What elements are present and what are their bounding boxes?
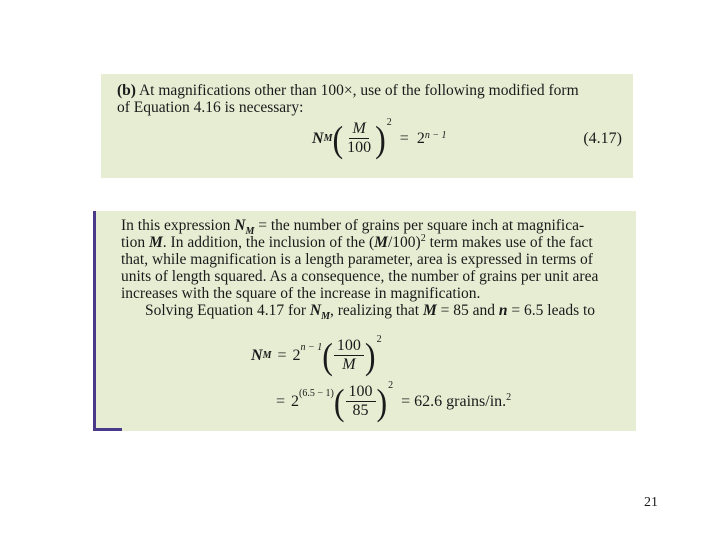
part-b-label: (b) (117, 82, 136, 99)
fraction-100-over-85 (346, 383, 376, 420)
part-b-line-2: of Equation 4.16 is necessary: (117, 99, 304, 116)
text: Solving Equation 4.17 for (145, 302, 310, 319)
equation-4-17: N M ( $\frac{M}{100}$ ) 2 = 2 $^{n - 1}$ (4.17) (312, 117, 622, 160)
solution-equation-1: N M = 2 $^{n - 1}$ ( $\frac{100}{M}$ ) 2 (251, 334, 382, 377)
outer-power: 2 (376, 334, 382, 345)
fraction-denominator: 85 (352, 402, 369, 419)
solution-equation-2: = 2 $^{(6.5 - 1)}$ ( $\frac{100}{85}$ ) 2 = 62.6 grains/in. $^2$ (276, 380, 512, 423)
superscript: 2 (420, 232, 426, 244)
var-n-sub: M (321, 311, 331, 323)
outer-power: 2 (388, 380, 394, 391)
part-b-panel (101, 74, 633, 178)
var-n-sub: M (245, 226, 255, 238)
text: /100) (387, 234, 421, 251)
explanation-line-6 (121, 302, 628, 323)
eq-lhs-n: N (312, 129, 324, 147)
var-n: N (309, 302, 322, 319)
explanation-line-4: units of length squared. As a consequence, the number of grains per unit area (121, 268, 599, 285)
fraction-100-over-m (334, 337, 364, 374)
part-b-line-1 (117, 82, 621, 99)
equals-sign: = (399, 129, 409, 147)
text: tion (121, 234, 149, 251)
right-paren: ) (375, 117, 386, 160)
explanation-line-5: increases with the square of the increase in magnification. (121, 285, 481, 302)
left-paren: ( (332, 117, 344, 160)
fraction-numerator: 100 (334, 337, 364, 356)
var-m: M (374, 234, 388, 251)
right-paren: ) (376, 380, 388, 423)
part-b-text-1: At magnifications other than 100×, use of the following modified form (138, 82, 579, 99)
right-paren: ) (364, 334, 376, 377)
equals-sign: = (276, 392, 286, 410)
var-m: M (422, 302, 437, 319)
var-m: M (149, 234, 163, 251)
equation-number: (4.17) (583, 129, 622, 147)
page-number: 21 (644, 495, 658, 510)
accent-horizontal-rule (93, 428, 122, 431)
var-n-lower: n (498, 302, 508, 319)
fraction-numerator: M (349, 120, 368, 139)
text: , realizing that (330, 302, 423, 319)
explanation-line-2 (121, 234, 628, 251)
equals-sign: = (277, 346, 287, 364)
text: term makes use of the fact (425, 234, 593, 251)
left-paren: ( (333, 380, 345, 423)
text: In this expression (121, 217, 235, 234)
outer-power: 2 (386, 117, 392, 128)
left-paren: ( (322, 334, 333, 377)
base: 2 (291, 392, 300, 410)
text: . In addition, the inclusion of the ( (162, 234, 375, 251)
fraction-denominator: M (342, 356, 356, 373)
base: 2 (292, 346, 301, 364)
eq-lhs-n: N (251, 346, 263, 364)
text: = the number of grains per square inch at magnifica- (254, 217, 585, 234)
explanation-line-1 (121, 217, 628, 238)
var-n: N (234, 217, 246, 234)
text: = 6.5 leads to (507, 302, 596, 319)
explanation-line-3: that, while magnification is a length parameter, area is expressed in terms of (121, 251, 593, 268)
fraction-m-over-100 (344, 120, 374, 157)
fraction-numerator: 100 (346, 383, 376, 402)
fraction-denominator: 100 (347, 139, 372, 156)
explanation-panel (95, 211, 636, 431)
accent-vertical-rule (93, 211, 96, 431)
text: = 85 and (436, 302, 499, 319)
rhs-base: 2 (416, 129, 425, 147)
result-value: = 62.6 grains/in. (401, 392, 507, 410)
